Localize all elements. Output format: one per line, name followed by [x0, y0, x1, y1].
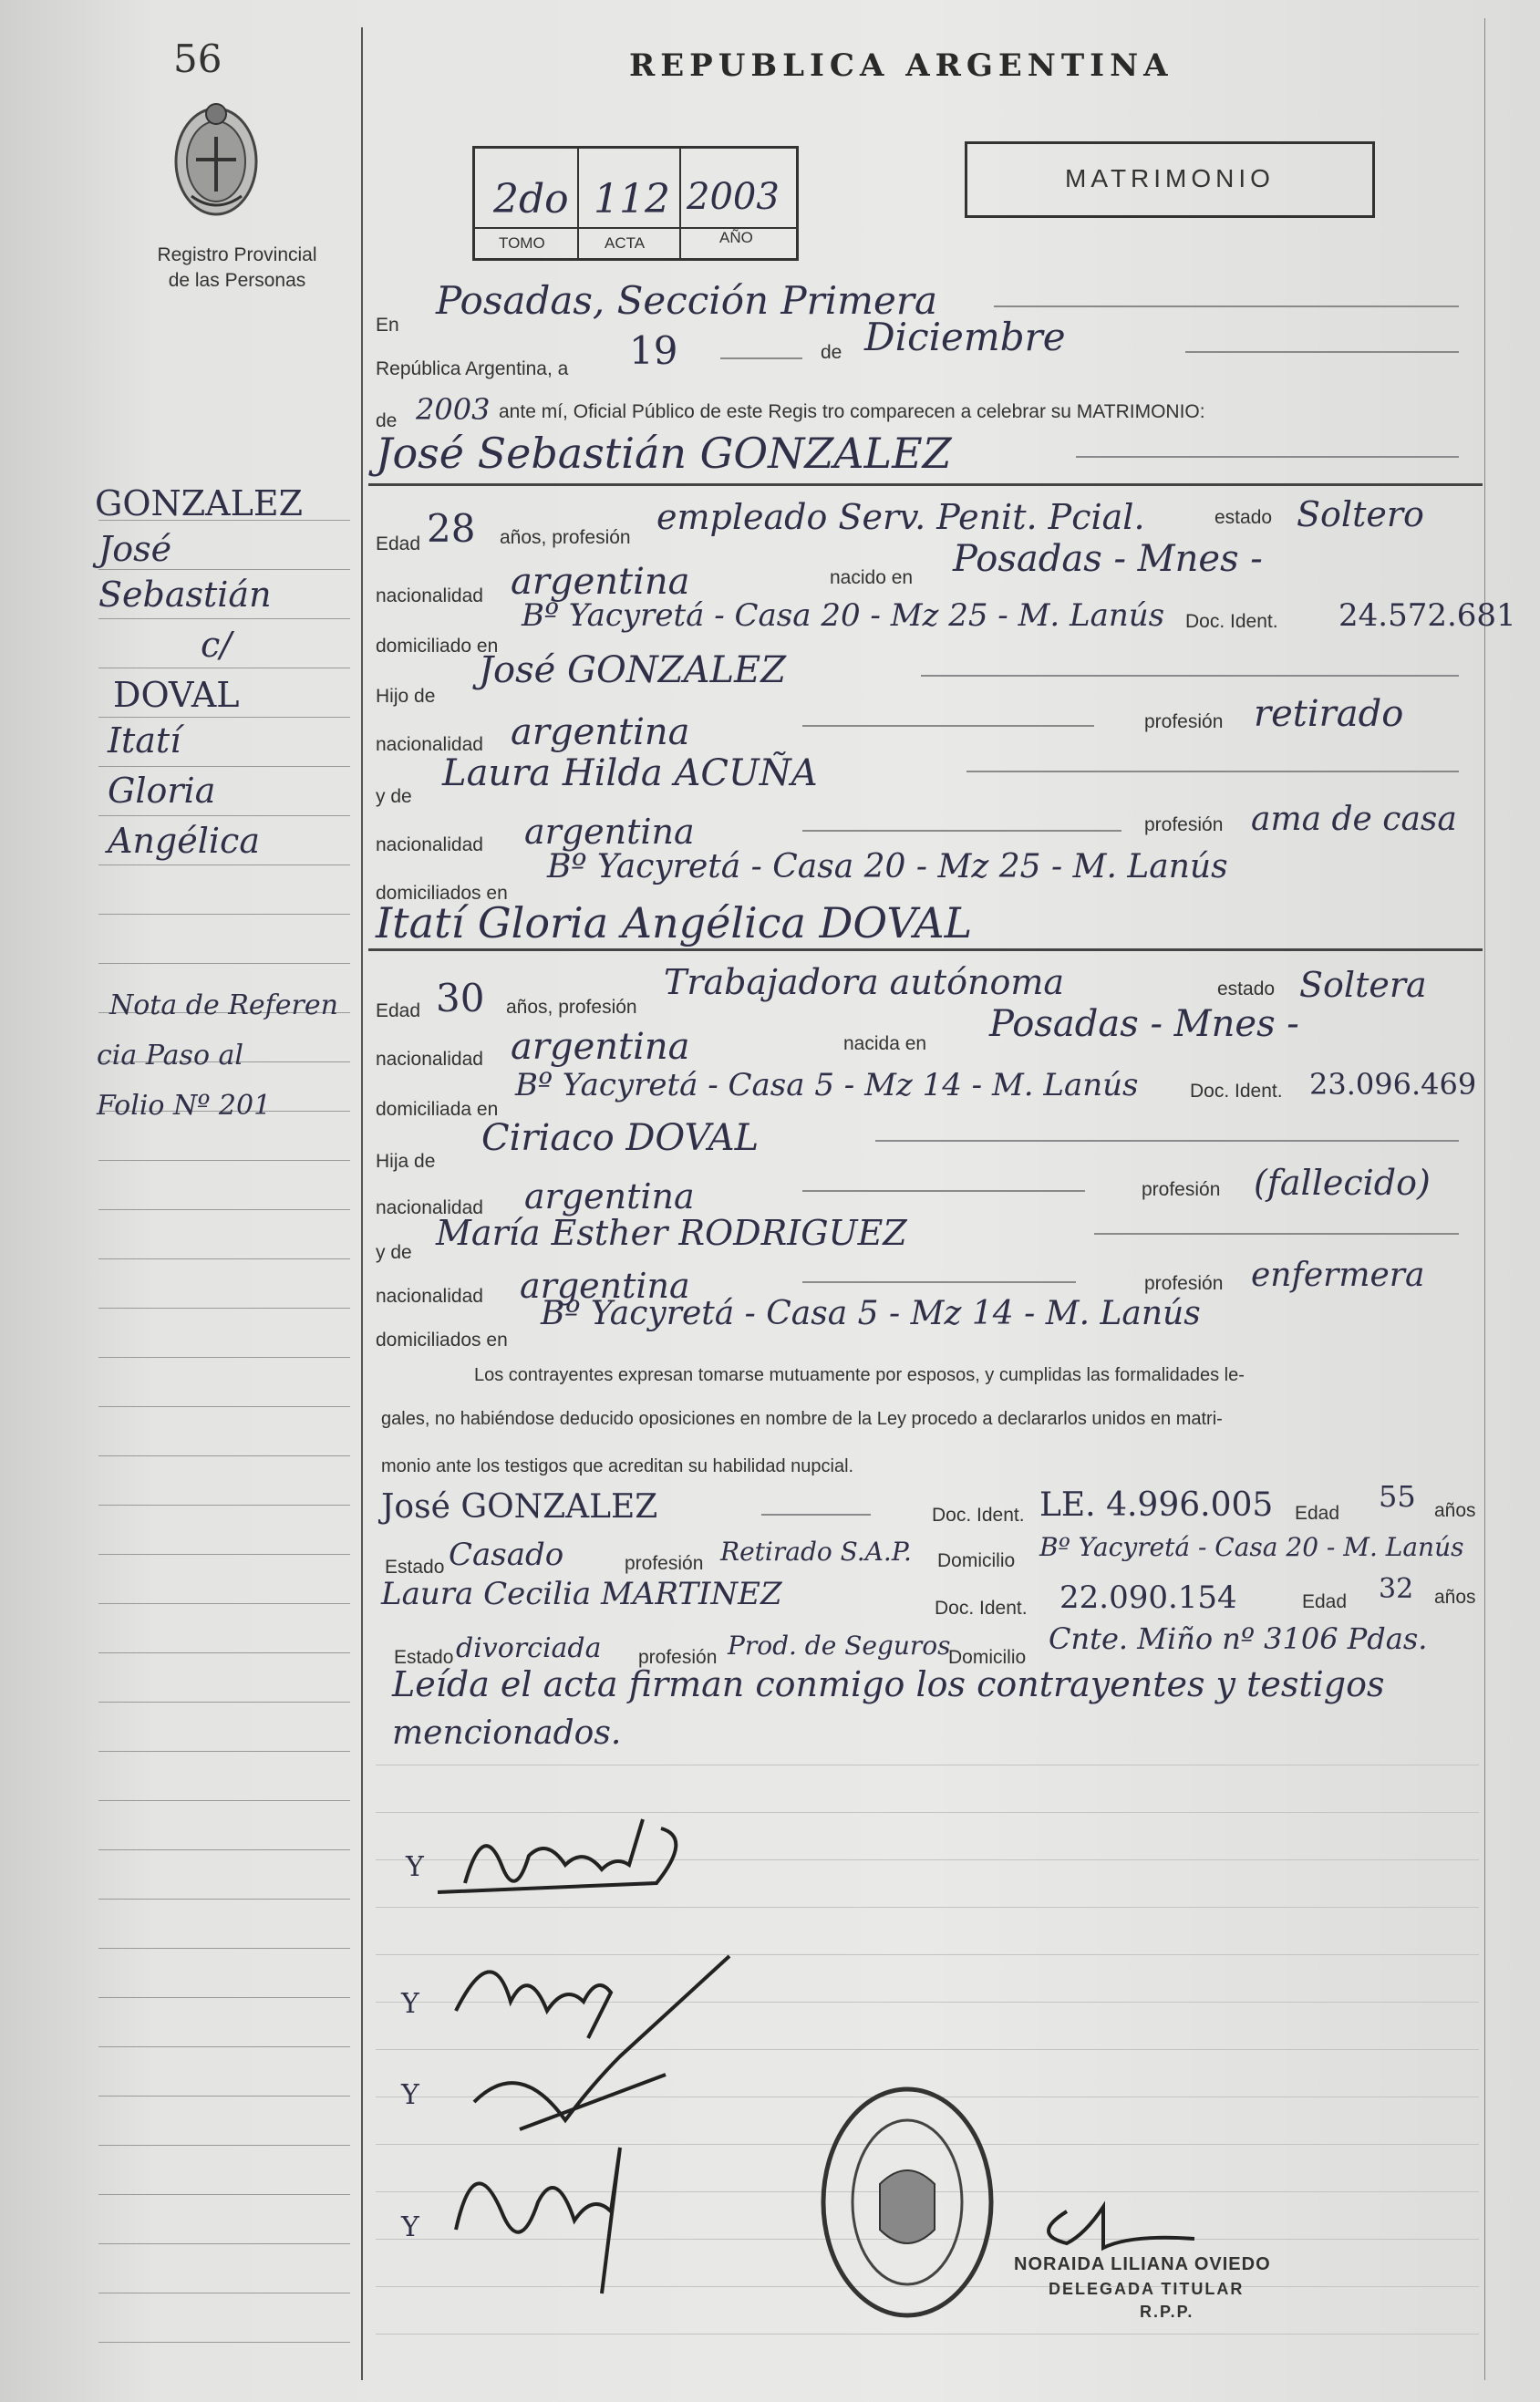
margin-name-5: Gloria: [108, 771, 216, 811]
bride-yde-label: y de: [376, 1242, 412, 1263]
official-unit: R.P.P.: [1140, 2303, 1194, 2321]
month-value: Diciembre: [864, 315, 1066, 359]
margin-rule: [98, 1357, 350, 1358]
registry-line-1: Registro Provincial: [157, 244, 317, 265]
margin-rule: [98, 815, 350, 816]
groom-edad-label: Edad: [376, 533, 421, 554]
official-title: DELEGADA TITULAR: [1049, 2280, 1245, 2298]
country-header: REPUBLICA ARGENTINA: [629, 47, 1173, 84]
witness1-doc: LE. 4.996.005: [1039, 1486, 1274, 1524]
declaration-line-1: Los contrayentes expresan tomarse mutuamente por esposos, y cumplidas las formalidades le-: [474, 1365, 1245, 1385]
day-value: 19: [629, 328, 678, 373]
margin-rule: [98, 2194, 350, 2195]
body-rule: [376, 2334, 1479, 2335]
margin-rule: [98, 1554, 350, 1555]
official-signature: [1030, 2198, 1213, 2252]
groom-name: José Sebastián GONZALEZ: [376, 429, 952, 478]
margin-rule: [98, 2046, 350, 2047]
groom-mother-nac-label: nacionalidad: [376, 834, 483, 855]
witness1-estado-label: Estado: [385, 1557, 445, 1578]
margin-surname-groom: GONZALEZ: [95, 483, 303, 523]
groom-father: José GONZALEZ: [479, 649, 787, 691]
margin-rule: [98, 1702, 350, 1703]
province-seal: [169, 96, 264, 219]
margin-rule: [98, 2096, 350, 2097]
bride-estado-label: estado: [1217, 978, 1276, 999]
groom-father-prof: retirado: [1254, 693, 1404, 735]
act-type: MATRIMONIO: [1065, 164, 1275, 192]
margin-rule: [98, 1308, 350, 1309]
margin-name-6: Angélica: [108, 821, 260, 861]
bride-name: Itatí Gloria Angélica DOVAL: [376, 898, 973, 947]
bride-profesion: Trabajadora autónoma: [664, 962, 1065, 1002]
groom-father-prof-label: profesión: [1144, 711, 1224, 732]
groom-estado-label: estado: [1214, 507, 1273, 528]
bride-father-nac-label: nacionalidad: [376, 1197, 483, 1218]
witness2-domicilio-label: Domicilio: [948, 1647, 1027, 1668]
groom-mother-prof-label: profesión: [1144, 814, 1224, 835]
page-number: 56: [173, 36, 222, 81]
witness2-doc: 22.090.154: [1059, 1579, 1237, 1616]
margin-rule: [98, 1948, 350, 1949]
margin-name-1: José: [98, 529, 172, 569]
groom-profesion: empleado Serv. Penit. Pcial.: [656, 497, 1145, 537]
witness1-domicilio-label: Domicilio: [937, 1550, 1016, 1571]
margin-name-2: Sebastián: [98, 575, 272, 615]
groom-mother-prof: ama de casa: [1251, 801, 1457, 838]
groom-nacido: Posadas - Mnes -: [953, 538, 1263, 580]
witness1-profesion-label: profesión: [625, 1553, 704, 1574]
act-number-box: [472, 146, 799, 261]
groom-parents-dom: Bº Yacyretá - Casa 20 - Mz 25 - M. Lanús: [547, 848, 1228, 885]
closing-line-2: mencionados.: [392, 1714, 622, 1752]
margin-note-2: cia Paso al: [97, 1040, 244, 1072]
groom-nac-label: nacionalidad: [376, 585, 483, 606]
groom-dom-label: domiciliado en: [376, 636, 499, 657]
declaration-line-3: monio ante los testigos que acreditan su habilidad nupcial.: [381, 1456, 854, 1476]
margin-rule: [98, 1258, 350, 1259]
margin-rule: [98, 914, 350, 915]
witness1-doc-label: Doc. Ident.: [932, 1505, 1025, 1526]
witness2-name: Laura Cecilia MARTINEZ: [381, 1576, 782, 1612]
witness2-anos-label: años: [1434, 1587, 1476, 1608]
signatures-drawing: [429, 1801, 739, 2312]
margin-rule: [98, 1849, 350, 1850]
witness2-estado-label: Estado: [394, 1647, 454, 1668]
bride-nacida: Posadas - Mnes -: [989, 1003, 1299, 1045]
margin-rule: [98, 1455, 350, 1456]
bride-parents-dom-label: domiciliados en: [376, 1330, 508, 1351]
witness2-doc-label: Doc. Ident.: [935, 1598, 1028, 1619]
place-value: Posadas, Sección Primera: [436, 278, 937, 323]
margin-rule: [98, 2243, 350, 2244]
bride-father-prof-label: profesión: [1142, 1179, 1221, 1200]
witness2-profesion: Prod. de Seguros: [728, 1631, 951, 1661]
bride-dom-label: domiciliada en: [376, 1099, 499, 1120]
bride-anos-profesion-label: años, profesión: [506, 997, 637, 1018]
margin-rule: [98, 717, 350, 718]
groom-edad: 28: [427, 506, 476, 551]
bride-doc: 23.096.469: [1309, 1067, 1477, 1102]
bride-father-nac: argentina: [524, 1176, 695, 1217]
margin-rule: [98, 1406, 350, 1407]
bride-nac-label: nacionalidad: [376, 1049, 483, 1070]
year-value: 2003: [416, 392, 491, 427]
margin-rule: [98, 1505, 350, 1506]
witness2-profesion-label: profesión: [638, 1647, 718, 1668]
margin-rule: [98, 1800, 350, 1801]
margin-rule: [98, 618, 350, 619]
bride-mother-prof: enfermera: [1251, 1257, 1425, 1294]
margin-rule: [98, 2145, 350, 2146]
de-label: de: [821, 342, 842, 363]
bride-edad-label: Edad: [376, 1000, 421, 1021]
bride-domicilio: Bº Yacyretá - Casa 5 - Mz 14 - M. Lanús: [515, 1067, 1139, 1103]
signature-mark-1: Y: [406, 1851, 424, 1883]
witness2-estado: divorciada: [456, 1632, 602, 1664]
margin-rule: [98, 2342, 350, 2343]
groom-yde-label: y de: [376, 786, 412, 807]
witness1-edad: 55: [1379, 1479, 1416, 1514]
bride-nacionalidad: argentina: [511, 1026, 690, 1068]
groom-nacionalidad: argentina: [511, 561, 690, 603]
margin-rule: [98, 1209, 350, 1210]
groom-hijo-label: Hijo de: [376, 686, 436, 707]
groom-mother-nac: argentina: [524, 812, 695, 852]
official-name: NORAIDA LILIANA OVIEDO: [1014, 2254, 1271, 2274]
groom-anos-profesion-label: años, profesión: [500, 527, 631, 548]
bride-doc-label: Doc. Ident.: [1190, 1081, 1283, 1102]
margin-rule: [98, 1652, 350, 1653]
margin-name-4: Itatí: [108, 720, 181, 761]
bride-mother-nac-label: nacionalidad: [376, 1286, 483, 1307]
bride-mother-nac: argentina: [520, 1266, 690, 1306]
margin-rule: [98, 1997, 350, 1998]
bride-parents-dom: Bº Yacyretá - Casa 5 - Mz 14 - M. Lanús: [541, 1295, 1201, 1332]
ano-value: 2003: [687, 176, 780, 218]
witness2-edad: 32: [1379, 1573, 1414, 1605]
bride-nacida-label: nacida en: [843, 1033, 927, 1054]
witness1-domicilio: Bº Yacyretá - Casa 20 - M. Lanús: [1039, 1532, 1464, 1562]
groom-domicilio: Bº Yacyretá - Casa 20 - Mz 25 - M. Lanús: [522, 597, 1165, 634]
signature-mark-2: Y: [401, 1988, 419, 2020]
witness1-estado: Casado: [449, 1537, 564, 1573]
bride-father: Ciriaco DOVAL: [481, 1117, 760, 1159]
margin-rule: [98, 1899, 350, 1900]
margin-rule: [98, 1160, 350, 1161]
groom-nacido-label: nacido en: [830, 567, 914, 588]
bride-father-prof: (fallecido): [1254, 1163, 1431, 1203]
margin-note-3: Folio Nº 201: [97, 1090, 272, 1122]
bride-mother-prof-label: profesión: [1144, 1273, 1224, 1294]
tomo-label: TOMO: [499, 234, 545, 252]
groom-parents-dom-label: domiciliados en: [376, 883, 508, 904]
groom-father-nac: argentina: [511, 711, 690, 753]
witness2-edad-label: Edad: [1302, 1591, 1348, 1612]
margin-rule: [98, 1751, 350, 1752]
ante-text: ante mí, Oficial Público de este Regis tro comparecen a celebrar su MATRIMONIO:: [499, 401, 1205, 422]
margin-rule: [98, 1603, 350, 1604]
bride-edad: 30: [436, 976, 485, 1020]
closing-line-1: Leída el acta firman conmigo los contrayentes y testigos: [392, 1664, 1385, 1704]
margin-divider-line: [361, 27, 363, 2380]
bride-estado: Soltera: [1299, 965, 1427, 1005]
year-prefix: de: [376, 410, 398, 431]
en-label: En: [376, 315, 399, 336]
margin-rule: [98, 963, 350, 964]
right-edge-line: [1484, 18, 1485, 2380]
groom-estado: Soltero: [1297, 494, 1424, 534]
groom-mother: Laura Hilda ACUÑA: [442, 752, 818, 794]
acta-label: ACTA: [605, 234, 646, 252]
bride-mother: María Esther RODRIGUEZ: [436, 1213, 907, 1253]
signature-mark-4: Y: [401, 2211, 419, 2243]
groom-doc-label: Doc. Ident.: [1185, 611, 1278, 632]
witness1-edad-label: Edad: [1295, 1503, 1340, 1524]
witness2-domicilio: Cnte. Miño nº 3106 Pdas.: [1049, 1621, 1428, 1656]
declaration-line-2: gales, no habiéndose deducido oposiciones en nombre de la Ley procedo a declararlos unidos en matri-: [381, 1409, 1223, 1429]
republica-label: República Argentina, a: [376, 358, 569, 379]
act-type-box: [965, 141, 1375, 218]
registry-line-2: de las Personas: [168, 270, 306, 291]
margin-note-1: Nota de Referen: [109, 989, 338, 1021]
tomo-value: 2do: [493, 176, 569, 223]
official-stamp: [816, 2084, 998, 2321]
margin-rule: [98, 766, 350, 767]
witness1-name: José GONZALEZ: [381, 1488, 658, 1526]
groom-doc: 24.572.681: [1338, 597, 1516, 634]
ano-label: AÑO: [719, 229, 753, 246]
witness1-anos-label: años: [1434, 1500, 1476, 1521]
bride-hija-label: Hija de: [376, 1151, 436, 1172]
margin-separator: c/: [201, 625, 233, 665]
groom-father-nac-label: nacionalidad: [376, 734, 483, 755]
margin-surname-bride: DOVAL: [113, 675, 240, 715]
signature-mark-3: Y: [401, 2079, 419, 2111]
margin-rule: [98, 569, 350, 570]
witness1-profesion: Retirado S.A.P.: [720, 1537, 912, 1567]
acta-value: 112: [594, 176, 670, 223]
